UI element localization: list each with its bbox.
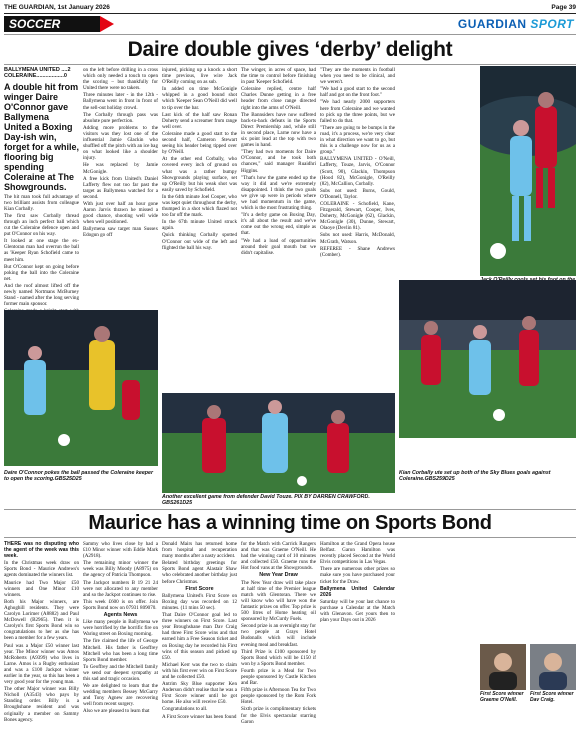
score-line-home: BALLYMENA UNITED ....2 [4,67,71,73]
paragraph: Antrim Sky Blue supporter Ken Anderson didn't realise that he was a First Score winner until he got home. He also will receive £50. [162,681,237,706]
paragraph: Fourth prize is a Meal for Two people sponsored by Castle Kitchen and Bar. [241,667,316,687]
paragraph: It looked at one stage the ex-Glentoran man had overrun the ball as 'Keeper Ryan Schofield came to meet him. [4,238,79,263]
paragraph: We are delighted to learn that the wedding members Bessey McGarry and Tony Agnew are recovering well from recent surgery. [83,683,158,708]
paragraph: Sammy who lives close by had a £10 Minor winner with Eddie Mark (A2918). [83,541,158,560]
paragraph: The other Major winner was Billy Nicholl (A3543) who pays by Standing order. Billy is a Broughshane resident and was originally a member on Sammy Bones agency. [4,686,79,723]
divider [4,64,576,65]
page-header [4,2,576,12]
paragraph: Last kick of the half saw Ronan Doherty send a screamer from range well over. [162,111,237,130]
divider [4,509,576,510]
article2-column-4 [241,541,316,733]
paragraph: "There are going to be bumps in the road, it's a process, we're very clear in what direction we want to go, but this is a challenge now for us as a group." [320,124,395,156]
paragraph: "We had a good start to the second half and got on the front foot." [320,86,395,99]
paragraph: The Bannsiders have now suffered back-to-back defeats in the Sports Direct Premiership and, while still in second place, Larne now have a six point lead at the top with two games in hand. [241,111,316,149]
paragraph: Three minutes later - in the 12th - Ballymena went in front in front of the sell-out holiday crowd. [83,92,158,111]
publication-date: THE GUARDIAN, 1st January 2026 [4,3,110,11]
paragraph: "They had two moments for Daire O'Connor, and he took both chances," said manager Ruaidhri Higgins. [241,149,316,174]
paragraph: "We had nearly 2000 supporters here from Coleraine and we wanted to pick up the three points, but we failed to do that. [320,99,395,124]
caption-mid-right: Kian Corbally ute set up both of the Sky Blues goals against Coleraine.GBS259D25 [399,470,551,482]
paragraph: Coleraine replied, centre half Charles Dunne getting in a free header from close range directed right into the arms of O'Neill. [241,86,316,111]
paragraph: Subs not used: Harris, McDonald, McGrath, Watson. [320,232,395,245]
paragraph: The first saw Corbally thread through an inch perfect ball which cut the Coleraine defence open and put O'Connor on his way. [4,212,79,238]
article1-headline: Daire double gives ‘derby’ delight [127,38,453,61]
paragraph: There are numerous other prizes so make sure you have purchased your ticket for the Draw. [320,566,395,585]
paragraph: Both his Major winners, are Aghoghill residents. They were Carolyn Lorimer (A8882) and Paul McDowell (B2965). Then it is Carolyn's first Sports Bond win so congratulations to her as she has been a member for a few years. [4,598,79,642]
paragraph: With just over half an hour gone Aaron Jarvis thrawn he missed a good chance, shooting well wide when well positioned. [83,200,158,226]
paragraph: The Corbally through pass was absolute pure perfection. [83,111,158,124]
caption-bottom-left: Daire O'Connor pokes the ball passed the Coleraine keeper to open the scoring.GBS25D25 [4,470,154,482]
article2-column-2 [83,541,158,733]
paragraph: In the 64th minute Joel Cooper, who was kept quiet throughout the derby, thumped in a shot which flazed not too far off the mark. [162,193,237,219]
subheading: New Year Draw [259,572,298,579]
paragraph: To Geoffrey and the Mitchell family we send our deepest sympathy at this sad and tragic occasion. [83,663,158,682]
photo-bottom-center [162,393,395,493]
section-tag [4,16,100,32]
article2-column-3 [162,541,237,733]
caption-bottom-center: Another excellent game from defender David Touze. PIX BY DARREN CRAWFORD. GBS261D25 [162,494,370,506]
photo-mid-right [399,280,576,438]
divider [4,537,576,538]
paragraph: injured, picking up a knock a short time previous, live wire Jack O'Reilly coming on as sub. [162,67,237,86]
paragraph: BALLYMENA UNITED - O'Neill, Lafferty, Touze, Jarvis, O'Connor (Scott, 90), Glackin, Thompson (Hood 82), McGonigle, O'Reilly (82), McCallion, Corbally. [320,156,395,187]
paragraph: Third Prize is £100 sponsored by Sports Bond which will be £150 if won by a Sports Bond member. [241,648,316,667]
paragraph: "It's a derby game on Boxing Day, it's all about the result and we've come out the wrong end, simple as that. [241,212,316,237]
paragraph: Ballymena United's First Score on Boxing day was recorded on 12 minutes. (11 mins 50 sec). [162,592,237,611]
paragraph: Hamilton at the Grand Opera house Belfast. Garon Hamilton was recently placed Second at the World Elvis competitions in Las Vegas. [320,541,395,566]
section-tag-label: SOCCER [9,17,61,31]
brand-main: GUARDIAN [457,17,527,31]
photo-top-right [480,66,576,276]
winner-photo-2 [530,644,576,694]
divider [4,34,576,35]
paragraph: Belated birthday greetings for Sports Bond agent Alastair Shaw who celebrated another birthday just before Christmas. [162,560,237,585]
article1-column-6 [399,67,475,277]
paragraph: Saturday will be your last chance to purchase a Calendar at the Match with Glenavon. Get yours then to plan your Days out in 2026 [320,598,395,624]
photo-bottom-left [4,310,158,466]
paragraph: Donald Mairs has returned home from hospital and recuperation many months after a nasty accident. [162,541,237,560]
paragraph: The winger, in acres of space, had the time to control before finishing in past 'Keeper Schofield. [241,67,316,86]
paragraph: THERE was no disputing who the agent of the week was this week. [4,541,79,560]
standfirst: A double hit from winger Daire O'Connor gave Ballymena United a Boxing Day-ish win, forget for a while, flooring big spending Coleraine at The Showgrounds. [4,81,79,192]
subheading: First Score [185,585,214,592]
paragraph: The remaining minor winner the week was Billy Moody (A8975) on the agency of Patricia Thompson. [83,560,158,579]
paragraph: A First Score winner has been found [162,713,237,720]
paragraph: Subs not used: Burns, Gould, O'Donnell, Taylor. [320,187,395,200]
paragraph: The Jackpot numbers B 19 21 24 were not allocated to any member and so the Jackpot continues to rise. [83,579,158,598]
article2-column-5 [320,541,395,733]
article2-column-1 [4,541,79,733]
paragraph: In the 67th minute United struck again. [162,219,237,232]
paragraph: Also we are pleased to learn that [83,708,150,715]
paragraph: for the Match with Carrick Rangers and that was Graeme O'Neill. He had the winning card of 10 minutes and collected £50. Graeme runs the Hot food vans at the Showgrounds. [241,541,316,572]
paragraph: He was replaced by Jamie McGonigle. [83,162,158,175]
winner-caption-2: First Score winner Dav Craig. [530,691,574,703]
winner-caption-1: First Score winner Graeme O'Neill. [480,691,524,703]
paragraph: REFEREE - Shane Andrews (Comber). [320,245,395,258]
paragraph: Paul was a Major £50 winner last year. The Minor winner was Amos McRoberts (A9399) who lives in Larne. Amos is a Rugby enthusiast and was a £100 Jackpot winner earlier in the year, so this has been a very good year for the young man. [4,642,79,686]
chevron-icon [100,16,114,32]
paragraph: Sixth prize is complimentary tickets for the Elvis spectacular starring Garon [241,706,316,725]
article1-column-5 [320,67,395,390]
paragraph: And the roof almost lifted off the newly named Nortmans McBurney Stand - named after the long serving former main sponsor. [4,282,79,308]
score-line-away: COLERAINE..................0 [4,73,67,80]
article1-column-3 [162,67,237,390]
paragraph: The hit man took full advantage of two brilliant assists from colleague Kian Corbally. [4,193,79,212]
brand-sport: SPORT [530,17,574,31]
paragraph: Fifth prize is Afternoon Tea for Two people sponsored by the Rom Fork Hotel. [241,687,316,706]
paragraph: In the Christmas week draw on Sports Bond - Maurice Andrews's agents dominated the winners list. [4,560,79,579]
paragraph: "That's how the game ended up the way it did and we're extremely disappointed. I think the two goals we give up were in periods where we had momentum in the game, which is the most frustrating thing. [241,174,316,212]
paragraph: COLERAINE - Schofield, Kane, Fitzgerald, Stewart, Cooper, Ives, Doherty, McGonigle (62), Glackin, McGonigle (30), Dunne, Stewart, Olaoye (Devlin 81). [320,200,395,232]
paragraph: Quick thinking Corbally spotted O'Connor out wide of the left and flighted the ball his way. [162,232,237,251]
subheading: Ballymena United Calendar 2026 [320,585,395,598]
subheading: Agents News [103,612,138,619]
paragraph: At the other end Corbally, who covered every inch of ground on what was a rather bumpy Showgrounds playing surface, set up O'Reilly but his weak shot was easily saved by Schofield. [162,156,237,193]
paragraph: Congratulations to all. [162,706,208,713]
paragraph: Adding more problems to the visitors was they lost one of the influential Jamie Glackin who shuffled off the pitch with an ice bag on what looked like a shoulder injury. [83,124,158,162]
paragraph: In added on time McGonigle whipped in a good bound shot which 'Keeper Sean O'Neill did well to tip over the bar. [162,86,237,111]
paragraph: That Daire O'Connor goal led to three winners on First Score. Last year Broughshane man Dav Craig had three First Score wins and that earned him a Free Season ticket and on Boxing day he recorded his First wins of this season and picked up £50. [162,612,237,661]
paragraph: Like many people in Ballymena we were horrified by the horrific fire on Waring street on Boxing morning. [83,619,158,638]
paragraph: But O'Connor kept on going before poking the ball into the Coleraine net. [4,263,79,282]
page-number: Page 39 [551,3,576,11]
paragraph: A free kick from United's Daniel Lafferty flew not too far past the target as Ballymena watched for a second. [83,175,158,200]
winner-photo-1 [480,644,526,694]
paragraph: Ballymena saw target man Sussex Edogun go off [83,226,158,239]
article1-column-4 [241,67,316,390]
header-rule [4,13,576,14]
paragraph: "They are the moments in football when you need to be clinical, and we weren't. [320,67,395,86]
article2-headline: Maurice has a winning time on Sports Bond [88,512,492,534]
paragraph: Second prize is an overnight stay for two people at Grays Hotel Budonalls which will include evening meal and breakfast. [241,623,316,648]
paragraph: Coleraine made a good start to the second half, Cameron Stewart seeing his header being tipped over by O'Neill. [162,130,237,156]
paragraph: Maurice had Two Major £50 winners and One Minor £10 winners. [4,579,79,598]
paragraph: This week £600 is on offer. Join Sports Bond now on 07931 809070. [83,598,158,611]
paragraph: Michael Kerr was the two to claim with his first ever win on First Score and he collected £50. [162,661,237,680]
brand-logo [458,16,574,32]
paragraph: The fire claimed the life of George Mitchell. His father is Geoffrey Mitchell who has been a long time Sports Bond member. [83,638,158,663]
paragraph: The New Year draw will take place at half time of the Premier league match with Glentoran. There we will know who will have won the fantastic prizes on offer. Top prize is 500 litres of Home heating oil sponsored by McCurdy Fuels. [241,579,316,623]
paragraph: "We had a load of opportunities around their goal mouth but we didn't capitalise. [241,237,316,256]
paragraph: on the left before drilling in a cross which only needed a touch to open the scoring – but thankfully for United there were no takers. [83,67,158,92]
